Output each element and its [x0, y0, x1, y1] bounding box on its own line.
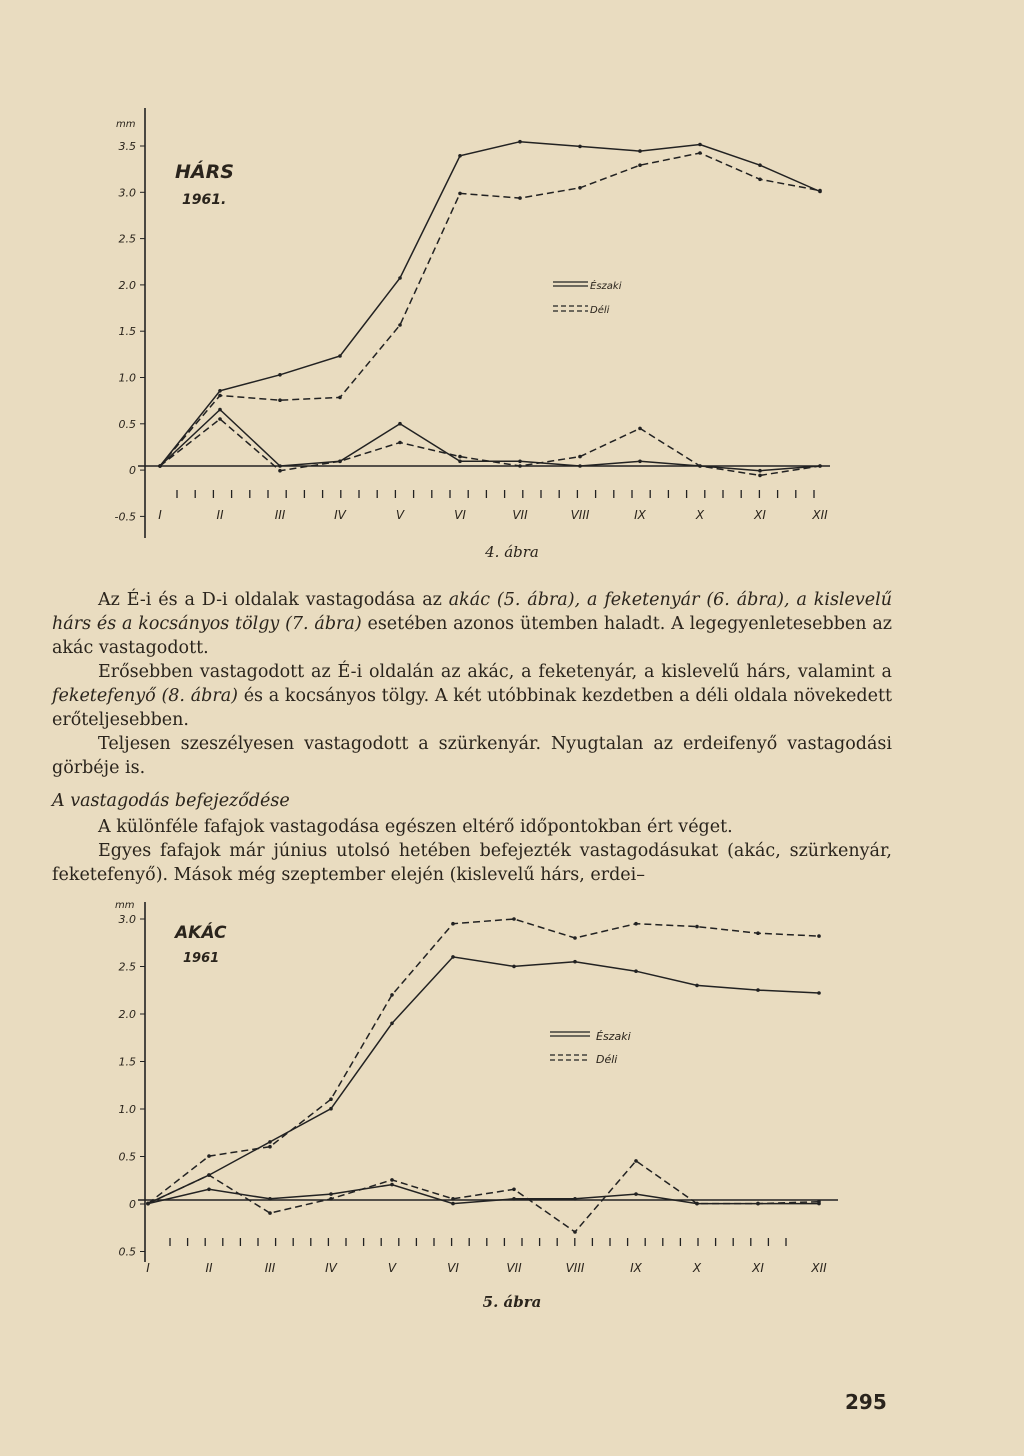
h-data-point [578, 464, 582, 468]
hars-chart-title: HÁRS [175, 161, 234, 183]
h-data-point [218, 389, 222, 393]
hars-chart-svg [0, 90, 1024, 565]
a-data-point [817, 1200, 821, 1204]
h-y-tick-label: 2.0 [118, 278, 136, 292]
h-month-label: XII [812, 508, 828, 522]
a-series-line-3 [148, 1185, 819, 1204]
akac-legend-south: Déli [596, 1053, 618, 1066]
a-data-point [451, 922, 455, 926]
figure4-caption: 4. ábra [485, 543, 539, 561]
a-month-label: IX [630, 1261, 642, 1275]
a-data-point [573, 960, 577, 964]
h-data-point [638, 460, 642, 464]
h-data-point [398, 441, 402, 445]
paragraph-1-part-a: Az É-i és a D-i oldalak vastagodása az [98, 590, 449, 610]
a-y-tick-label: 2.0 [118, 1008, 136, 1021]
h-data-point [398, 422, 402, 426]
a-data-point [146, 1202, 150, 1206]
h-month-label: IX [634, 508, 646, 522]
a-data-point [207, 1188, 211, 1192]
a-month-label: II [205, 1261, 213, 1275]
a-data-point [695, 925, 699, 929]
paragraph-3: Teljesen szeszélyesen vastagodott a szürkenyár. Nyugtalan az erdeifenyő vastagodási görbéje is. [52, 734, 892, 778]
a-series-line-4 [148, 1161, 819, 1232]
h-month-label: IV [334, 508, 346, 522]
paragraph-5: Egyes fafajok már június utolsó hetében befejezték vastagodásukat (akác, szürkenyár, feketefenyő). Mások még szeptember elején (kislevelű hárs, erdei– [52, 841, 892, 885]
h-month-label: VIII [570, 508, 590, 522]
a-data-point [329, 1192, 333, 1196]
a-y-tick-label: 3.0 [118, 913, 136, 926]
a-data-point [634, 1159, 638, 1163]
hars-legend-south: Déli [590, 305, 610, 316]
h-data-point [338, 354, 342, 358]
h-data-point [338, 396, 342, 400]
a-y-tick-label: 1.5 [118, 1055, 136, 1069]
h-data-point [758, 163, 762, 167]
h-y-tick-label: 0.5 [118, 417, 136, 431]
a-y-tick-label: 0.5 [118, 1150, 136, 1164]
paragraph-2 [52, 660, 892, 732]
h-data-point [518, 460, 522, 464]
h-data-point [758, 474, 762, 478]
h-y-tick-label: 1.5 [118, 325, 136, 339]
h-month-label: III [274, 508, 286, 522]
a-data-point [695, 984, 699, 988]
paragraph-1-part-b: akác (5. ábra), a feketenyár (6. ábra), a kislevelű hárs és a kocsányos tölgy (7. ábra) [52, 590, 892, 634]
akac-legend-north: Északi [596, 1030, 631, 1043]
hars-unit-label: mm [116, 119, 136, 130]
h-month-label: X [695, 508, 705, 522]
a-series-line-1 [148, 957, 819, 1204]
a-data-point [573, 936, 577, 940]
a-data-point [573, 1230, 577, 1234]
h-month-label: V [395, 508, 405, 522]
h-series-line-3 [160, 410, 820, 471]
figure5-caption: 5. ábra [482, 1293, 542, 1311]
h-y-tick-label: 2.5 [118, 232, 136, 246]
a-data-point [390, 993, 394, 997]
akac-legend [550, 1030, 631, 1066]
a-data-point [329, 1097, 333, 1101]
h-data-point [638, 427, 642, 431]
figure-akac [0, 890, 1024, 1320]
paragraph-2-part-c: és a kocsányos tölgy. A két utóbbinak kezdetben a déli oldala növekedett erőteljesebben. [52, 686, 893, 730]
a-data-point [451, 1202, 455, 1206]
hars-legend-north: Északi [590, 281, 622, 292]
a-month-label: VIII [565, 1261, 585, 1275]
a-data-point [451, 955, 455, 959]
hars-chart-year: 1961. [182, 192, 227, 208]
h-data-point [458, 455, 462, 459]
akac-chart-svg [0, 890, 1024, 1320]
a-data-point [756, 931, 760, 935]
a-data-point [817, 991, 821, 995]
h-month-label: VII [512, 508, 528, 522]
h-data-point [698, 143, 702, 147]
figure-hars [0, 90, 1024, 565]
h-data-point [518, 140, 522, 144]
a-data-point [634, 1192, 638, 1196]
a-data-point [390, 1022, 394, 1026]
paragraph-1 [52, 588, 892, 660]
h-data-point [218, 394, 222, 398]
h-data-point [278, 373, 282, 377]
a-data-point [268, 1140, 272, 1144]
a-data-point [817, 934, 821, 938]
h-data-point [458, 192, 462, 196]
a-data-point [390, 1183, 394, 1187]
h-data-point [278, 469, 282, 473]
a-data-point [634, 922, 638, 926]
hars-month-labels [158, 508, 828, 522]
a-month-label: VII [506, 1261, 522, 1275]
paragraph-4: A különféle fafajok vastagodása egészen eltérő időpontokban ért véget. [98, 817, 733, 837]
section-heading: A vastagodás befejeződése [52, 791, 290, 811]
h-data-point [278, 398, 282, 402]
a-data-point [451, 1197, 455, 1201]
a-y-tick-label: 1.0 [118, 1103, 136, 1116]
a-data-point [512, 1188, 516, 1192]
a-data-point [329, 1197, 333, 1201]
a-data-point [207, 1173, 211, 1177]
h-data-point [578, 186, 582, 190]
a-month-label: XI [752, 1261, 764, 1275]
hars-series [158, 140, 822, 477]
a-y-tick-label: 2.5 [118, 960, 136, 974]
paragraph-2-part-a: Erősebben vastagodott az É-i oldalán az akác, a feketenyár, a kislevelű hárs, valamint a [98, 662, 892, 682]
h-data-point [578, 455, 582, 459]
a-data-point [512, 917, 516, 921]
paragraph-2-part-b: feketefenyő (8. ábra) [52, 686, 238, 706]
h-month-label: I [158, 508, 162, 522]
a-month-label: I [146, 1261, 150, 1275]
akac-series [146, 917, 821, 1234]
a-month-label: VI [447, 1261, 459, 1275]
h-y-tick-label: 1.0 [118, 371, 136, 385]
a-month-label: X [692, 1261, 702, 1275]
hars-x-ticks [177, 490, 814, 498]
h-y-tick-label: 0 [129, 464, 136, 478]
h-data-point [398, 323, 402, 327]
a-data-point [512, 1197, 516, 1201]
hars-legend [553, 279, 622, 316]
h-data-point [458, 460, 462, 464]
h-data-point [398, 276, 402, 280]
h-data-point [818, 189, 822, 193]
h-data-point [518, 196, 522, 200]
h-data-point [278, 464, 282, 468]
akac-month-labels [146, 1261, 827, 1275]
a-data-point [268, 1197, 272, 1201]
paragraph-1-part-c: esetében azonos ütemben haladt. A legegyenletesebben az akác vastagodott. [52, 614, 892, 658]
a-data-point [390, 1178, 394, 1182]
h-data-point [158, 464, 162, 468]
a-data-point [695, 1202, 699, 1206]
a-month-label: XII [811, 1261, 827, 1275]
a-data-point [634, 969, 638, 973]
h-data-point [698, 151, 702, 155]
h-series-line-2 [160, 153, 820, 466]
h-data-point [758, 178, 762, 182]
h-data-point [698, 464, 702, 468]
a-month-label: V [387, 1261, 397, 1275]
h-month-label: VI [454, 508, 466, 522]
a-data-point [756, 988, 760, 992]
h-month-label: II [216, 508, 224, 522]
akac-chart-title: AKÁC [175, 923, 227, 943]
akac-y-ticks [119, 913, 146, 1259]
a-y-tick-label: 0 [129, 1198, 136, 1211]
h-y-tick-label: 3.5 [118, 140, 136, 153]
h-y-tick-label: -0.5 [114, 510, 136, 524]
page-number: 295 [845, 1390, 887, 1414]
a-month-label: III [264, 1261, 276, 1275]
h-data-point [458, 154, 462, 158]
h-data-point [638, 149, 642, 153]
akac-unit-label: mm [115, 900, 135, 911]
akac-chart-year: 1961 [183, 951, 220, 966]
h-data-point [758, 469, 762, 473]
h-data-point [218, 408, 222, 412]
a-data-point [329, 1107, 333, 1111]
h-month-label: XI [754, 508, 766, 522]
h-data-point [338, 460, 342, 464]
h-data-point [638, 163, 642, 167]
a-data-point [512, 965, 516, 969]
body-text [52, 588, 892, 887]
a-y-tick-label: 0.5 [118, 1245, 136, 1259]
h-data-point [218, 417, 222, 421]
a-data-point [268, 1145, 272, 1149]
h-y-tick-label: 3.0 [118, 186, 136, 200]
h-series-line-1 [160, 142, 820, 466]
h-data-point [518, 464, 522, 468]
a-data-point [207, 1154, 211, 1158]
a-data-point [573, 1197, 577, 1201]
h-data-point [578, 145, 582, 149]
a-data-point [756, 1202, 760, 1206]
akac-x-ticks [170, 1238, 786, 1246]
a-data-point [268, 1211, 272, 1215]
a-month-label: IV [325, 1261, 337, 1275]
h-data-point [818, 464, 822, 468]
